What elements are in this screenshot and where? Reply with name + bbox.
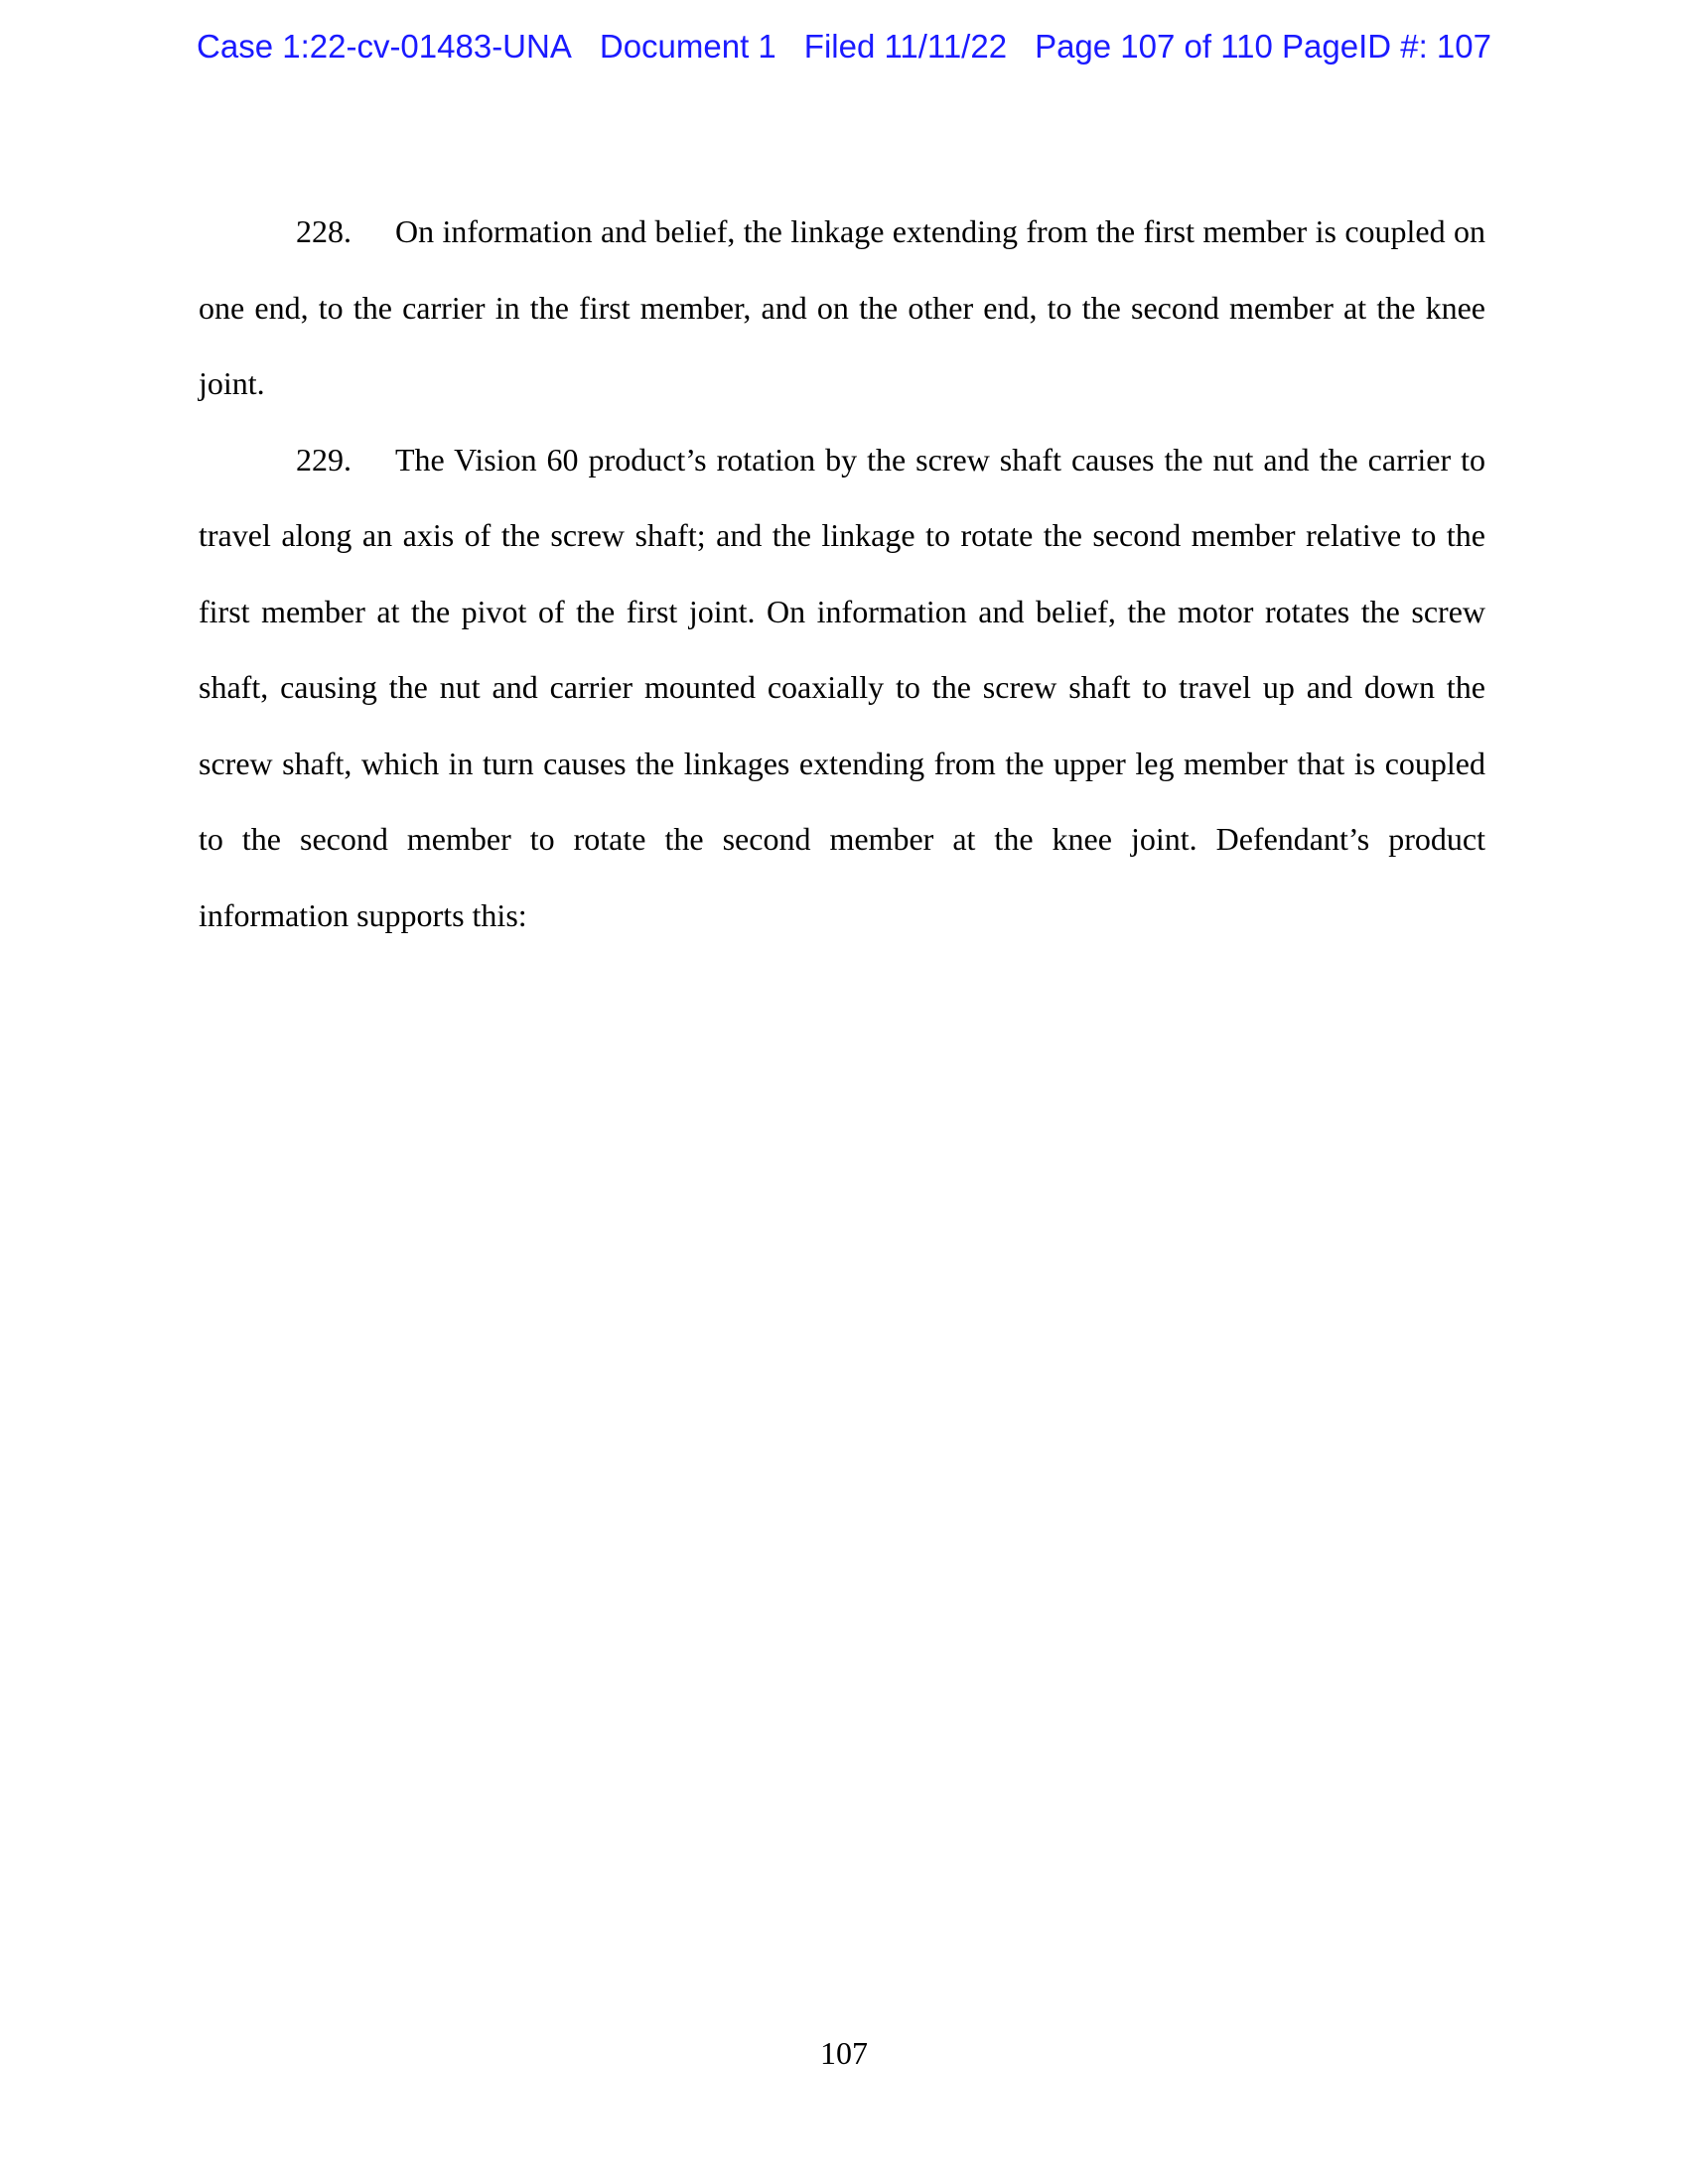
paragraph-text: The Vision 60 product’s rotation by the screw shaft causes the nut and the carrier to travel along an axis of the screw shaft; and the linkage to rotate the second member relative to the first member at the pivot of the first joint. On information and belief, the motor rotates the screw shaft, causing the nut and carrier mounted coaxially to the screw shaft to travel up and down the screw shaft, which in turn causes the linkages extending from the upper leg member that is coupled to the second member to rotate the second member at the knee joint. Defendant’s product information supports this: (199, 441, 1485, 933)
paragraph-text: On information and belief, the linkage extending from the first member is coupled on one end, to the carrier in the first member, and on the other end, to the second member at the knee joint. (199, 213, 1485, 401)
paragraph-228 (199, 194, 1485, 422)
case-number: Case 1:22-cv-01483-UNA (197, 28, 572, 65)
ecf-header (0, 28, 1688, 66)
paragraph-number: 229. (296, 441, 352, 478)
paragraph-229 (199, 422, 1485, 954)
document-number: Document 1 (599, 28, 776, 65)
document-body (199, 194, 1485, 953)
page-number: 107 (820, 2035, 868, 2071)
paragraph-number: 228. (296, 213, 352, 249)
filed-date: Filed 11/11/22 (803, 28, 1008, 65)
page-id: Page 107 of 110 PageID #: 107 (1035, 28, 1491, 65)
